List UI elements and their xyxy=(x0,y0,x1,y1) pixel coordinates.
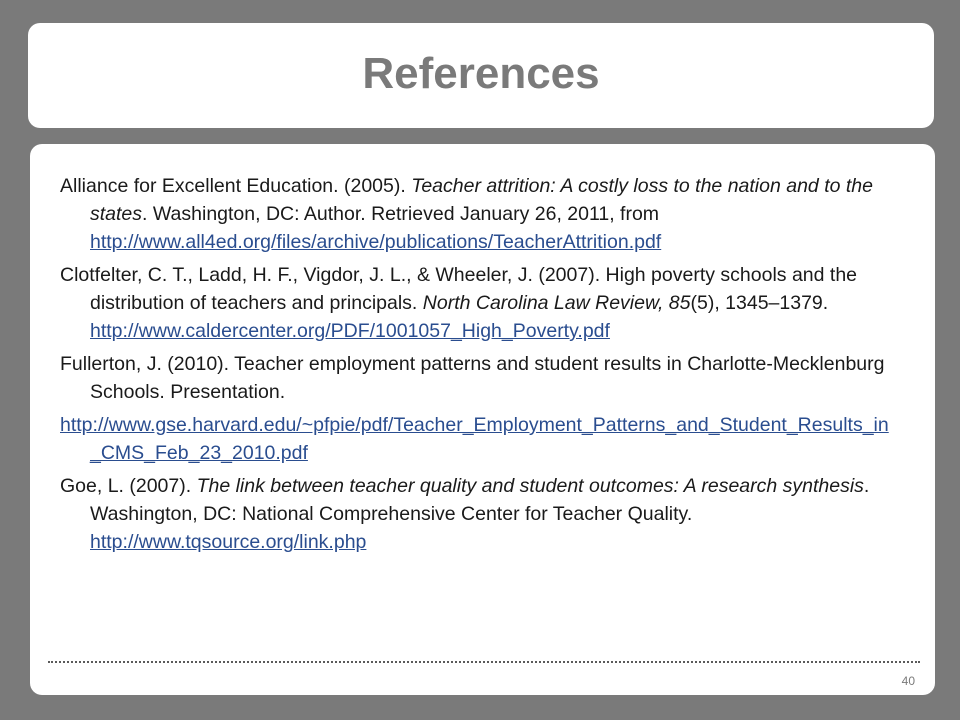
reference-text: Alliance for Excellent Education. (2005). xyxy=(60,175,412,197)
reference-goe xyxy=(60,472,892,556)
footer-divider xyxy=(48,661,920,663)
reference-text: Goe, L. (2007). xyxy=(60,475,197,497)
reference-clotfelter xyxy=(60,261,892,345)
reference-fullerton-url xyxy=(60,411,892,467)
reference-link-alliance[interactable]: http://www.all4ed.org/files/archive/publications/TeacherAttrition.pdf xyxy=(90,231,662,253)
reference-text: (5), 1345–1379. xyxy=(690,292,829,314)
reference-text: Fullerton, J. (2010). Teacher employment patterns and student results in Charlotte-Mecklenburg Schools. Presentation. xyxy=(60,353,885,403)
reference-text: . Washington, DC: National Comprehensive Center for Teacher Quality. xyxy=(90,475,870,525)
reference-title: Teacher attrition: A costly loss to the nation and to the states xyxy=(90,175,873,225)
reference-journal: North Carolina Law Review, 85 xyxy=(422,292,691,314)
slide-title: References xyxy=(362,48,600,98)
reference-link-clotfelter[interactable]: http://www.caldercenter.org/PDF/1001057_High_Poverty.pdf xyxy=(90,320,610,342)
reference-text: . Washington, DC: Author. Retrieved January 26, 2011, from xyxy=(142,203,660,225)
reference-link-fullerton[interactable]: http://www.gse.harvard.edu/~pfpie/pdf/Teacher_Employment_Patterns_and_Student_Results_in_CMS_Feb_23_2010.pdf xyxy=(60,414,889,464)
reference-title: The link between teacher quality and student outcomes: A research synthesis xyxy=(196,475,864,497)
title-panel xyxy=(28,23,934,128)
reference-link-goe[interactable]: http://www.tqsource.org/link.php xyxy=(90,531,367,553)
reference-fullerton xyxy=(60,350,892,406)
content-panel xyxy=(30,144,935,695)
reference-text: Clotfelter, C. T., Ladd, H. F., Vigdor, J. L., & Wheeler, J. (2007). High poverty schools and the distribution of teachers and principals. xyxy=(60,264,858,314)
reference-list xyxy=(60,172,892,561)
reference-alliance xyxy=(60,172,892,256)
page-number: 40 xyxy=(901,674,915,688)
